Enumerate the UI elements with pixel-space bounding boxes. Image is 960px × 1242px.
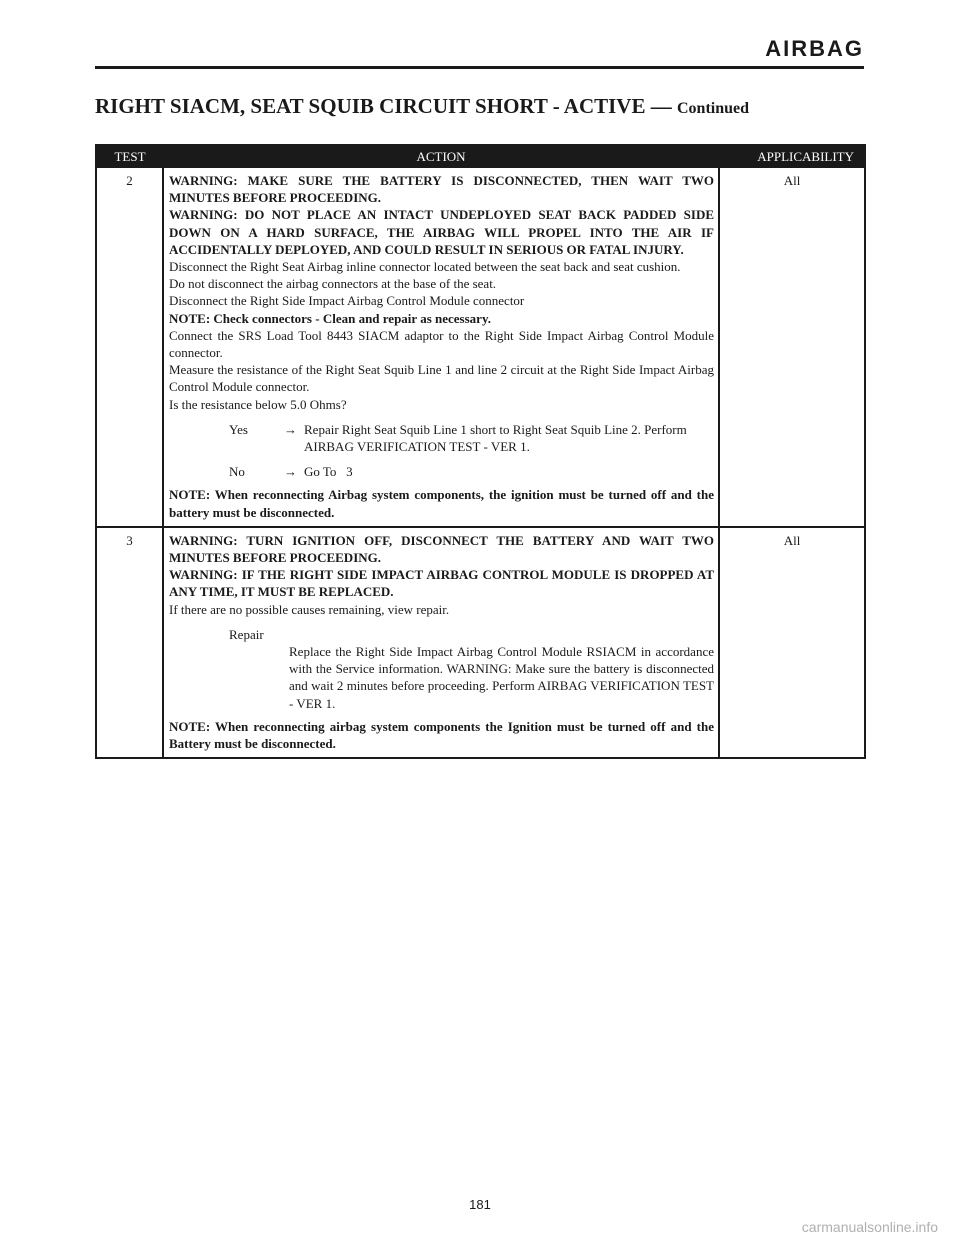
repair-label: Repair [229, 626, 264, 642]
instruction-text: Measure the resistance of the Right Seat Squib Line 1 and line 2 circuit at the Right Side Impact Airbag Control Module connector. [169, 362, 714, 395]
diagnostic-table [95, 144, 864, 759]
table-header-row [96, 145, 865, 168]
section-header: AIRBAG [765, 36, 864, 61]
warning-text: WARNING: IF THE RIGHT SIDE IMPACT AIRBAG CONTROL MODULE IS DROPPED AT ANY TIME, IT MUST BE REPLACED. [169, 567, 714, 600]
applicability-cell: All [719, 168, 865, 527]
note-text: NOTE: When reconnecting airbag system components the Ignition must be turned off and the Battery must be disconnected. [169, 718, 714, 752]
note-text: NOTE: When reconnecting Airbag system components, the ignition must be turned off and the battery must be disconnected. [169, 487, 714, 520]
repair-text: Replace the Right Side Impact Airbag Control Module RSIACM in accordance with the Service information. WARNING: Make sure the battery is disconnected and wait 2 minutes before proceeding. Perform AIRBAG VERIFICATION TEST - VER 1. [289, 644, 714, 711]
warning-text: WARNING: TURN IGNITION OFF, DISCONNECT THE BATTERY AND WAIT TWO MINUTES BEFORE PROCEEDING. [169, 532, 714, 566]
table-row [96, 168, 865, 527]
no-label: No [229, 464, 245, 480]
column-header-applicability: APPLICABILITY [719, 145, 865, 168]
yes-label: Yes [229, 421, 248, 437]
page-number: 181 [469, 1197, 491, 1212]
yes-option [169, 421, 714, 455]
arrow-icon: → [284, 421, 297, 437]
instruction-text: Connect the SRS Load Tool 8443 SIACM adaptor to the Right Side Impact Airbag Control Module connector. [169, 327, 714, 361]
column-header-test: TEST [96, 145, 163, 168]
action-cell [163, 527, 719, 758]
action-cell [163, 168, 719, 527]
instruction-text: Disconnect the Right Side Impact Airbag Control Module connector [169, 293, 525, 309]
no-result: Go To 3 [304, 464, 353, 480]
test-number: 3 [96, 527, 163, 758]
warning-text: WARNING: DO NOT PLACE AN INTACT UNDEPLOYED SEAT BACK PADDED SIDE DOWN ON A HARD SURFACE, THE AIRBAG WILL PROPEL INTO THE AIR IF ACCIDENTALLY DEPLOYED, AND COULD RESULT IN SERIOUS OR FATAL INJURY. [169, 207, 714, 257]
instruction-text: If there are no possible causes remaining, view repair. [169, 601, 450, 617]
watermark: carmanualsonline.info [801, 1219, 938, 1235]
repair-option [169, 626, 714, 712]
continued-label: Continued [676, 100, 750, 117]
table-row [96, 527, 865, 758]
test-number: 2 [96, 168, 163, 527]
warning-text: WARNING: MAKE SURE THE BATTERY IS DISCONNECTED, THEN WAIT TWO MINUTES BEFORE PROCEEDING. [169, 173, 714, 206]
column-header-action: ACTION [163, 145, 719, 168]
note-text: NOTE: Check connectors - Clean and repair as necessary. [169, 310, 491, 326]
yes-result: Repair Right Seat Squib Line 1 short to Right Seat Squib Line 2. Perform AIRBAG VERIFICATION TEST - VER 1. [304, 421, 687, 455]
page-title [95, 94, 749, 119]
page-title-text: RIGHT SIACM, SEAT SQUIB CIRCUIT SHORT - ACTIVE — [95, 94, 672, 118]
applicability-cell: All [719, 527, 865, 758]
arrow-icon: → [284, 464, 297, 480]
no-option [169, 463, 714, 480]
instruction-text: Do not disconnect the airbag connectors at the base of the seat. [169, 276, 497, 292]
question-text: Is the resistance below 5.0 Ohms? [169, 396, 347, 412]
header-rule [95, 66, 864, 69]
instruction-text: Disconnect the Right Seat Airbag inline connector located between the seat back and seat cushion. [169, 259, 681, 275]
